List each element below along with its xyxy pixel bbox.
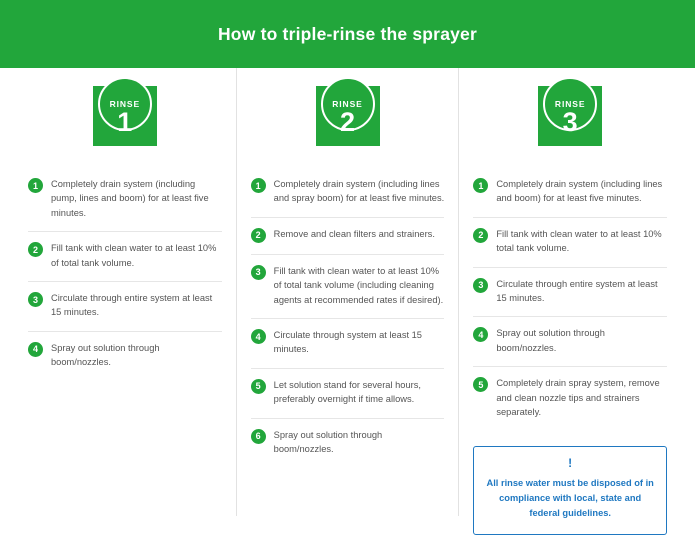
rinse-badge-1 (93, 86, 157, 146)
rinse-badge-2 (316, 86, 380, 146)
step-number-badge: 3 (251, 265, 266, 280)
step-number-badge: 3 (28, 292, 43, 307)
step-number-badge: 1 (28, 178, 43, 193)
step-text: Let solution stand for several hours, preferably overnight if time allows. (273, 379, 421, 405)
rinse-column-2 (236, 68, 459, 516)
list-item (28, 168, 222, 232)
rinse-badge-number: 2 (339, 106, 355, 137)
list-item (251, 255, 445, 319)
rinse-badge-word: RINSE (332, 99, 363, 110)
step-text: Spray out solution through boom/nozzles. (51, 342, 160, 368)
step-number-badge: 4 (251, 329, 266, 344)
step-list-2 (251, 168, 445, 467)
step-number-badge: 4 (473, 327, 488, 342)
step-text: Completely drain system (including lines and boom) for at least five minutes. (496, 179, 663, 204)
step-text: Remove and clean filters and strainers. (273, 228, 435, 239)
list-item (28, 282, 222, 332)
step-number-badge: 1 (251, 178, 266, 193)
list-item (251, 319, 445, 369)
step-text: Completely drain system (including pump, lines and boom) for at least five minutes. (51, 179, 209, 218)
step-list-1 (28, 168, 222, 381)
step-text: Fill tank with clean water to at least 10% total tank volume. (496, 228, 662, 254)
step-text: Completely drain spray system, remove and clean nozzle tips and strainers separately. (496, 378, 660, 418)
step-number-badge: 2 (251, 228, 266, 243)
step-number-badge: 5 (473, 377, 488, 392)
step-text: Fill tank with clean water to at least 10% of total tank volume. (51, 243, 217, 268)
step-number-badge: 5 (251, 379, 266, 394)
page-title: How to triple-rinse the sprayer (217, 23, 478, 44)
list-item (251, 168, 445, 218)
list-item (251, 419, 445, 468)
step-list-3 (473, 168, 667, 430)
step-number-badge: 3 (473, 278, 488, 293)
rinse-badge-word: RINSE (109, 99, 141, 110)
rinse-column-3 (458, 68, 681, 519)
rinse-badge-number: 1 (117, 106, 133, 137)
rinse-badge-3 (538, 86, 602, 146)
list-item (473, 218, 667, 268)
disposal-notice-text: All rinse water must be disposed of in compliance with local, state and federal guidelines. (486, 478, 654, 519)
disposal-notice (473, 446, 667, 535)
exclamation-mark-icon: ! (568, 456, 573, 471)
rinse-badge-word: RINSE (554, 99, 586, 110)
list-item (473, 367, 667, 430)
rinse-columns (0, 68, 695, 519)
list-item (28, 232, 222, 282)
step-text: Circulate through system at least 15 minutes. (273, 330, 422, 355)
rinse-badge-number: 3 (562, 106, 578, 137)
list-item (473, 317, 667, 367)
step-number-badge: 2 (28, 242, 43, 257)
step-number-badge: 4 (28, 342, 43, 357)
step-text: Circulate through entire system at least 15 minutes. (51, 293, 213, 318)
list-item (473, 268, 667, 318)
list-item (251, 218, 445, 255)
step-text: Spray out solution through boom/nozzles. (496, 328, 605, 353)
step-number-badge: 1 (473, 178, 488, 193)
page-header (0, 0, 695, 68)
step-text: Fill tank with clean water to at least 10% of total tank volume (including cleaning agents at recommended rates if desired). (273, 265, 444, 305)
step-text: Spray out solution through boom/nozzles. (273, 429, 383, 455)
step-text: Circulate through entire system at least 15 minutes. (496, 278, 658, 304)
step-number-badge: 2 (473, 228, 488, 243)
rinse-column-1 (14, 68, 236, 516)
step-number-badge: 6 (251, 429, 266, 444)
list-item (473, 168, 667, 218)
step-text: Completely drain system (including lines and spray boom) for at least five minutes. (273, 179, 445, 204)
list-item (251, 369, 445, 419)
list-item (28, 332, 222, 381)
